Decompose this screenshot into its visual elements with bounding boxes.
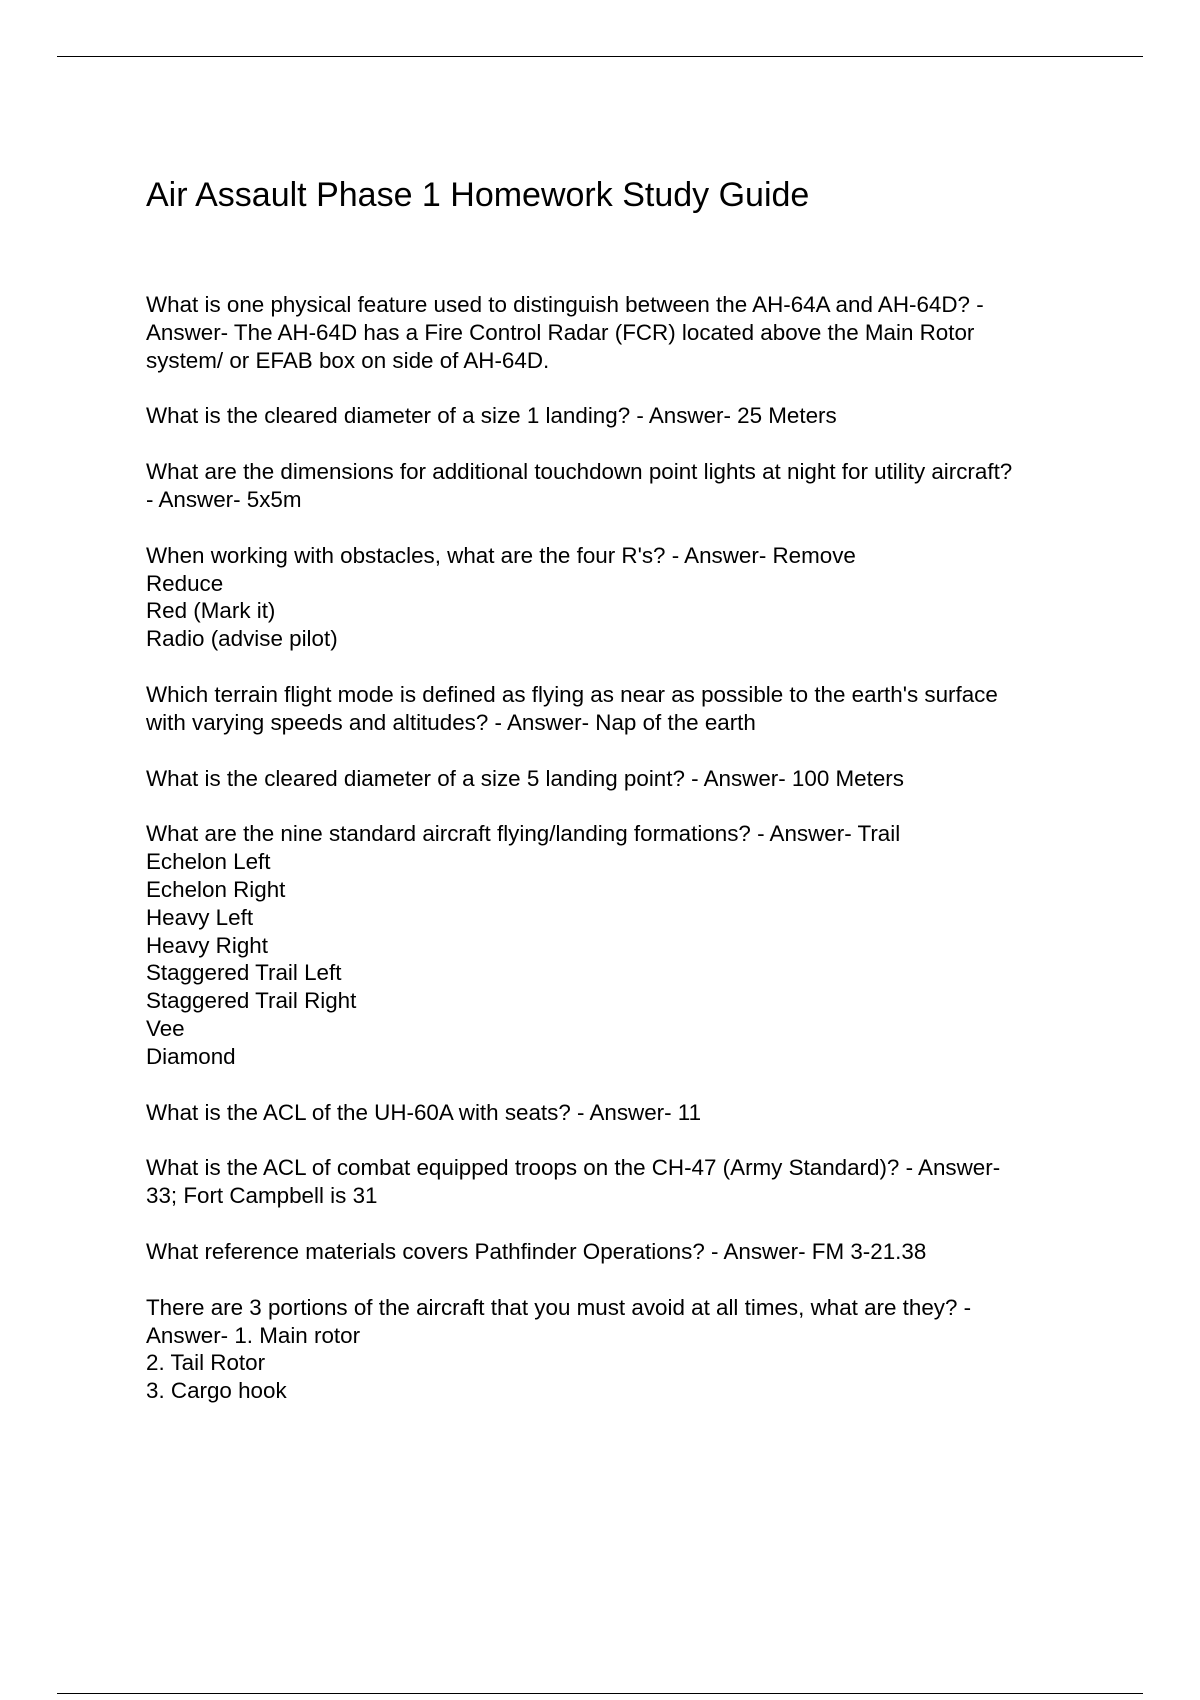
qa-line: 33; Fort Campbell is 31 bbox=[146, 1183, 378, 1209]
qa-line: What is the cleared diameter of a size 5 landing point? - Answer- 100 Meters bbox=[146, 765, 904, 791]
qa-line: Echelon Left bbox=[146, 849, 271, 875]
qa-entry bbox=[146, 1154, 1096, 1210]
qa-entry bbox=[146, 1238, 1096, 1266]
qa-line: What is the ACL of the UH-60A with seats? - Answer- 11 bbox=[146, 1099, 702, 1125]
page-title: Air Assault Phase 1 Homework Study Guide bbox=[146, 176, 810, 214]
qa-line: What is one physical feature used to distinguish between the AH-64A and AH-64D? - bbox=[146, 292, 984, 317]
qa-line: 3. Cargo hook bbox=[146, 1378, 287, 1404]
qa-line: 2. Tail Rotor bbox=[146, 1350, 266, 1376]
qa-line: What are the nine standard aircraft flying/landing formations? - Answer- Trail bbox=[146, 821, 901, 847]
qa-entry bbox=[146, 402, 1096, 430]
qa-line: - Answer- 5x5m bbox=[146, 486, 302, 512]
qa-list bbox=[146, 291, 1096, 1433]
qa-line: Answer- 1. Main rotor bbox=[146, 1322, 361, 1348]
qa-line: system/ or EFAB box on side of AH-64D. bbox=[146, 347, 550, 373]
qa-entry bbox=[146, 820, 1096, 1070]
qa-entry bbox=[146, 1099, 1096, 1127]
qa-line: with varying speeds and altitudes? - Answer- Nap of the earth bbox=[146, 709, 756, 735]
qa-line: Vee bbox=[146, 1015, 185, 1041]
qa-line: Heavy Right bbox=[146, 932, 268, 958]
qa-line: Red (Mark it) bbox=[146, 598, 276, 624]
qa-line: What is the cleared diameter of a size 1 landing? - Answer- 25 Meters bbox=[146, 403, 837, 429]
qa-line: Reduce bbox=[146, 570, 224, 596]
qa-entry bbox=[146, 542, 1096, 653]
qa-line: Staggered Trail Left bbox=[146, 960, 342, 986]
qa-line: Answer- The AH-64D has a Fire Control Radar (FCR) located above the Main Rotor bbox=[146, 319, 975, 345]
qa-entry bbox=[146, 681, 1096, 737]
qa-line: When working with obstacles, what are the four R's? - Answer- Remove bbox=[146, 542, 856, 568]
qa-line: Echelon Right bbox=[146, 876, 286, 902]
qa-line: Heavy Left bbox=[146, 904, 254, 930]
qa-entry bbox=[146, 291, 1096, 374]
qa-line: Staggered Trail Right bbox=[146, 988, 357, 1014]
header-rule bbox=[57, 56, 1143, 57]
qa-entry bbox=[146, 765, 1096, 793]
qa-entry bbox=[146, 458, 1096, 514]
qa-line: Which terrain flight mode is defined as flying as near as possible to the earth's surface bbox=[146, 681, 998, 707]
qa-line: What is the ACL of combat equipped troops on the CH-47 (Army Standard)? - Answer- bbox=[146, 1155, 1001, 1181]
qa-entry bbox=[146, 1294, 1096, 1405]
qa-line: There are 3 portions of the aircraft that you must avoid at all times, what are they? - bbox=[146, 1294, 972, 1320]
qa-line: What reference materials covers Pathfinder Operations? - Answer- FM 3-21.38 bbox=[146, 1238, 927, 1264]
qa-line: Diamond bbox=[146, 1043, 236, 1069]
qa-line: What are the dimensions for additional touchdown point lights at night for utility aircraft? bbox=[146, 459, 1013, 485]
qa-line: Radio (advise pilot) bbox=[146, 626, 338, 652]
footer-rule bbox=[57, 1693, 1143, 1694]
